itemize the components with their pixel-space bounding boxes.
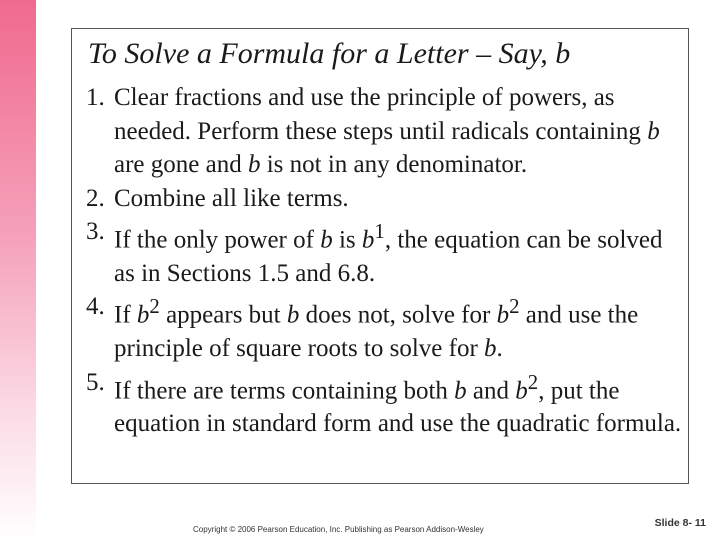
step-text: does not, solve for [299, 301, 497, 329]
step-number: 1. [86, 84, 105, 111]
step-text: Combine all like terms. [114, 184, 349, 212]
step-text: If [114, 301, 137, 329]
variable-b: b [496, 301, 510, 329]
step-text: and use the principle of square roots to solve for [114, 301, 639, 363]
step-text: , put the equation in standard form and use the quadratic formula. [114, 376, 682, 438]
step-text: If there are terms containing both [114, 376, 455, 404]
exponent: 2 [149, 294, 160, 319]
slide-number: Slide 8- 11 [654, 517, 706, 529]
content-box [71, 28, 689, 484]
step-text: appears but [159, 301, 287, 329]
decorative-side-bar [0, 0, 36, 540]
variable-b: b [320, 226, 333, 254]
step-number: 2. [86, 184, 105, 212]
exponent: 2 [527, 369, 539, 394]
variable-b: b [247, 151, 261, 178]
step-text: are gone and [114, 151, 248, 178]
copyright-notice: Copyright © 2006 Pearson Education, Inc. Publishing as Pearson Addison-Wesley [193, 525, 484, 534]
step-number: 3. [86, 218, 105, 245]
variable-b: b [361, 226, 375, 254]
step-text: Clear fractions and use the principle of powers, as needed. Perform these steps until radicals containing [114, 84, 648, 145]
list-item-step-3 [86, 215, 682, 290]
slide-title: To Solve a Formula for a Letter – Say, b [88, 37, 571, 70]
step-number: 4. [86, 293, 105, 321]
step-text: . [496, 335, 503, 363]
step-text: and [466, 376, 516, 404]
step-text: If the only power of [114, 226, 321, 254]
variable-b: b [286, 301, 300, 329]
variable-b: b [454, 376, 467, 404]
step-text: is [332, 226, 362, 254]
step-number: 5. [86, 368, 105, 396]
exponent: 1 [374, 219, 385, 243]
list-item-step-4 [86, 290, 682, 365]
exponent: 2 [509, 294, 520, 319]
step-text: , the equation can be solved as in Sections 1.5 and 6.8. [114, 226, 663, 287]
variable-b: b [647, 117, 660, 145]
list-item-step-1 [86, 81, 682, 182]
variable-b: b [515, 376, 528, 404]
variable-b: b [484, 335, 497, 363]
variable-b: b [136, 301, 150, 329]
step-text: is not in any denominator. [260, 151, 528, 178]
steps-list [86, 81, 682, 441]
list-item-step-2 [86, 182, 682, 216]
list-item-step-5 [86, 366, 682, 441]
